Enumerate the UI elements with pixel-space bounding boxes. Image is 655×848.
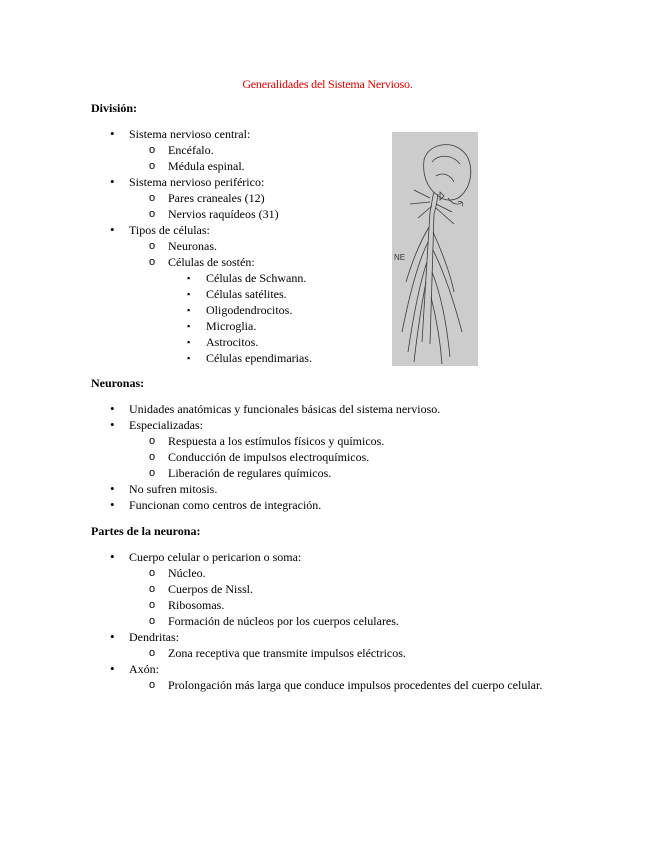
- list-item-text: Prolongación más larga que conduce impulsos procedentes del cuerpo celular.: [168, 678, 543, 692]
- bullet-marker: o: [149, 583, 156, 595]
- bullet-marker: •: [110, 661, 115, 676]
- list-item-text: Dendritas:: [129, 630, 179, 644]
- list-item-level-2: [110, 581, 542, 597]
- figure-label: NE: [394, 253, 406, 262]
- list-item-text: Especializadas:: [129, 418, 203, 432]
- list-item-level-1: [110, 661, 542, 677]
- list-item-level-2: [110, 597, 542, 613]
- list-item-text: Funcionan como centros de integración.: [129, 498, 322, 512]
- bullet-marker: ▪: [187, 273, 191, 283]
- list-item-level-2: [110, 190, 312, 206]
- list-item-text: Respuesta a los estímulos físicos y químicos.: [168, 434, 385, 448]
- list-item-level-2: [110, 433, 440, 449]
- bullet-marker: •: [110, 481, 115, 496]
- list-neuronas: [110, 401, 440, 513]
- heading-neuronas: Neuronas:: [91, 376, 145, 390]
- list-item-level-2: [110, 142, 312, 158]
- list-item-text: Médula espinal.: [168, 159, 245, 173]
- bullet-marker: •: [110, 401, 115, 416]
- bullet-marker: •: [110, 549, 115, 564]
- list-item-text: Cuerpos de Nissl.: [168, 582, 253, 596]
- list-item-level-2: [110, 465, 440, 481]
- list-item-level-1: [110, 417, 440, 433]
- list-item-level-1: [110, 126, 312, 142]
- bullet-marker: o: [149, 435, 156, 447]
- bullet-marker: •: [110, 417, 115, 432]
- bullet-marker: •: [110, 222, 115, 237]
- list-item-level-2: [110, 449, 440, 465]
- list-item-text: Microglia.: [206, 319, 257, 333]
- list-partes-neurona: [110, 549, 542, 693]
- list-item-text: Nervios raquídeos (31): [168, 207, 279, 221]
- list-item-text: Encéfalo.: [168, 143, 214, 157]
- bullet-marker: o: [149, 615, 156, 627]
- list-item-text: Unidades anatómicas y funcionales básicas del sistema nervioso.: [129, 402, 441, 416]
- bullet-marker: o: [149, 208, 156, 220]
- bullet-marker: •: [110, 126, 115, 141]
- list-item-level-3: [110, 334, 312, 350]
- list-item-text: Oligodendrocitos.: [206, 303, 293, 317]
- list-item-level-1: [110, 549, 542, 565]
- bullet-marker: o: [149, 144, 156, 156]
- bullet-marker: o: [149, 467, 156, 479]
- list-item-text: Ribosomas.: [168, 598, 225, 612]
- bullet-marker: •: [110, 174, 115, 189]
- list-item-level-1: [110, 401, 440, 417]
- bullet-marker: o: [149, 256, 156, 268]
- list-item-level-2: [110, 613, 542, 629]
- list-item-level-1: [110, 222, 312, 238]
- list-item-text: No sufren mitosis.: [129, 482, 218, 496]
- list-item-text: Cuerpo celular o pericarion o soma:: [129, 550, 302, 564]
- document-title: Generalidades del Sistema Nervioso.: [242, 77, 413, 91]
- bullet-marker: ▪: [187, 289, 191, 299]
- list-item-text: Núcleo.: [168, 566, 206, 580]
- bullet-marker: ▪: [187, 321, 191, 331]
- bullet-marker: o: [149, 567, 156, 579]
- list-item-text: Células satélites.: [206, 287, 287, 301]
- bullet-marker: o: [149, 451, 156, 463]
- list-item-text: Células de sostén:: [168, 255, 255, 269]
- bullet-marker: o: [149, 240, 156, 252]
- list-item-level-2: [110, 206, 312, 222]
- list-item-text: Sistema nervioso central:: [129, 127, 251, 141]
- list-item-text: Zona receptiva que transmite impulsos eléctricos.: [168, 646, 406, 660]
- list-item-text: Conducción de impulsos electroquímicos.: [168, 450, 370, 464]
- list-item-level-2: [110, 238, 312, 254]
- bullet-marker: •: [110, 629, 115, 644]
- bullet-marker: o: [149, 679, 156, 691]
- list-item-text: Formación de núcleos por los cuerpos celulares.: [168, 614, 399, 628]
- list-item-text: Tipos de células:: [129, 223, 210, 237]
- list-item-level-1: [110, 174, 312, 190]
- bullet-marker: ▪: [187, 337, 191, 347]
- list-division: [110, 126, 312, 366]
- list-item-text: Astrocitos.: [206, 335, 259, 349]
- list-item-level-2: [110, 677, 542, 693]
- list-item-level-2: [110, 158, 312, 174]
- heading-partes-neurona: Partes de la neurona:: [91, 524, 201, 538]
- bullet-marker: ▪: [187, 305, 191, 315]
- bullet-marker: •: [110, 497, 115, 512]
- list-item-level-3: [110, 270, 312, 286]
- list-item-level-3: [110, 318, 312, 334]
- list-item-text: Pares craneales (12): [168, 191, 265, 205]
- list-item-text: Axón:: [129, 662, 159, 676]
- list-item-text: Neuronas.: [168, 239, 217, 253]
- list-item-level-1: [110, 629, 542, 645]
- list-item-level-3: [110, 350, 312, 366]
- list-item-text: Liberación de regulares químicos.: [168, 466, 332, 480]
- nervous-system-sketch-icon: [392, 132, 478, 366]
- list-item-level-1: [110, 497, 440, 513]
- bullet-marker: o: [149, 647, 156, 659]
- list-item-text: Células de Schwann.: [206, 271, 307, 285]
- list-item-text: Sistema nervioso periférico:: [129, 175, 265, 189]
- heading-division: División:: [91, 101, 138, 115]
- list-item-level-3: [110, 286, 312, 302]
- bullet-marker: o: [149, 160, 156, 172]
- bullet-marker: ▪: [187, 353, 191, 363]
- list-item-level-2: [110, 254, 312, 270]
- bullet-marker: o: [149, 192, 156, 204]
- bullet-marker: o: [149, 599, 156, 611]
- list-item-level-1: [110, 481, 440, 497]
- list-item-level-2: [110, 565, 542, 581]
- list-item-level-2: [110, 645, 542, 661]
- list-item-level-3: [110, 302, 312, 318]
- list-item-text: Células ependimarias.: [206, 351, 312, 365]
